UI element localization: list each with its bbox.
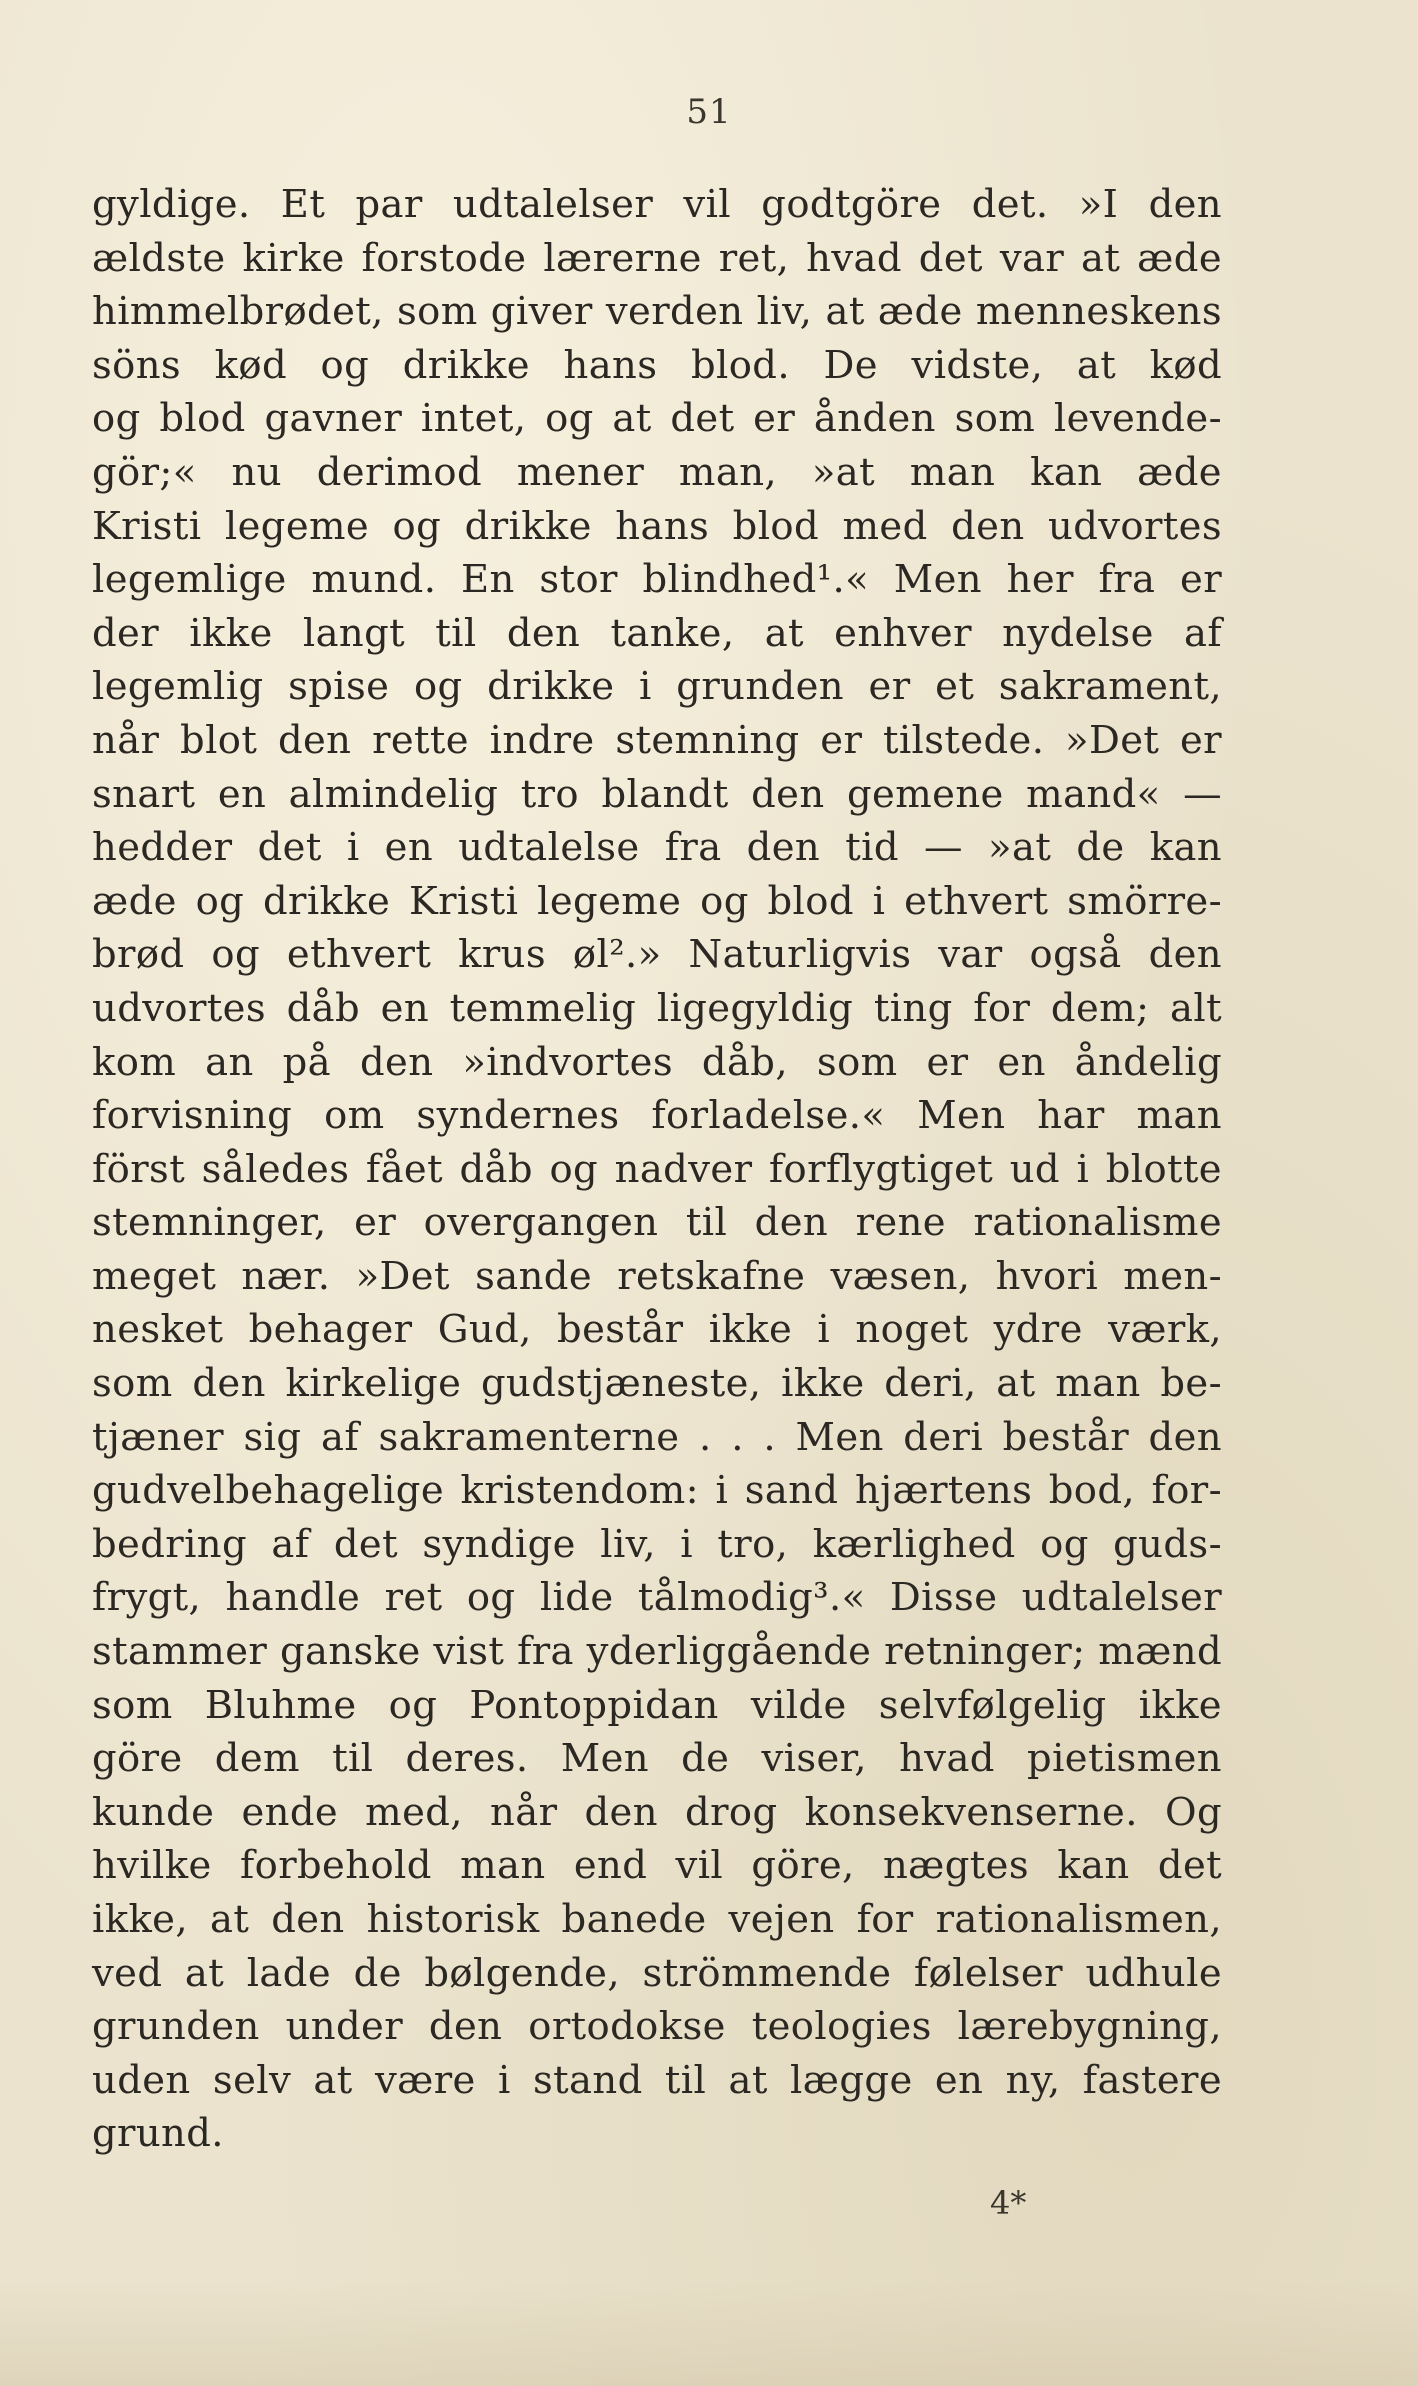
text-line: æde og drikke Kristi legeme og blod i ethvert smörre-: [92, 878, 1222, 924]
text-line: nesket behager Gud, består ikke i noget ydre værk,: [92, 1307, 1222, 1353]
text-line: gyldige. Et par udtalelser vil godtgöre det. »I den: [92, 182, 1222, 227]
text-line: grunden under den ortodokse teologies lærebygning,: [92, 2004, 1222, 2050]
text-line: först således fået dåb og nadver forflygtiget ud i blotte: [92, 1146, 1222, 1192]
text-line: göre dem til deres. Men de viser, hvad pietismen: [92, 1736, 1222, 1782]
text-line: legemlig spise og drikke i grunden er et sakrament,: [92, 664, 1222, 710]
text-line: bedring af det syndige liv, i tro, kærlighed og guds-: [92, 1521, 1222, 1567]
text-line: ikke, at den historisk banede vejen for rationalismen,: [92, 1897, 1222, 1942]
text-line: uden selv at være i stand til at lægge en ny, fastere: [92, 2057, 1222, 2103]
text-line: stemninger, er overgangen til den rene rationalisme: [92, 1200, 1222, 1246]
page-number: 51: [686, 92, 732, 132]
text-line: udvortes dåb en temmelig ligegyldig ting for dem; alt: [92, 985, 1222, 1031]
text-line: tjæner sig af sakramenterne . . . Men deri består den: [92, 1414, 1222, 1460]
text-line: forvisning om syndernes forladelse.« Men har man: [92, 1093, 1222, 1139]
text-line: legemlige mund. En stor blindhed¹.« Men her fra er: [92, 557, 1222, 603]
text-line: hvilke forbehold man end vil göre, nægtes kan det: [92, 1843, 1222, 1889]
text-line: hedder det i en udtalelse fra den tid — »at de kan: [92, 825, 1222, 871]
text-line: söns kød og drikke hans blod. De vidste, at kød: [92, 342, 1222, 388]
text-line: ældste kirke forstode lærerne ret, hvad det var at æde: [92, 235, 1222, 281]
text-line: stammer ganske vist fra yderliggående retninger; mænd: [92, 1629, 1222, 1675]
text-line: gör;« nu derimod mener man, »at man kan æde: [92, 449, 1222, 495]
text-line: himmelbrødet, som giver verden liv, at æde menneskens: [92, 289, 1222, 335]
text-line: frygt, handle ret og lide tålmodig³.« Disse udtalelser: [92, 1575, 1222, 1621]
text-line: meget nær. »Det sande retskafne væsen, hvori men-: [92, 1253, 1222, 1299]
text-line: gudvelbehagelige kristendom: i sand hjærtens bod, for-: [92, 1468, 1222, 1514]
text-line: kom an på den »indvortes dåb, som er en åndelig: [92, 1039, 1222, 1085]
paper-edge-shading: [0, 2280, 1418, 2386]
text-line-final: grund.: [92, 2111, 224, 2157]
signature-mark: 4*: [990, 2184, 1027, 2222]
text-line: som Bluhme og Pontoppidan vilde selvfølgelig ikke: [92, 1682, 1222, 1728]
text-line: snart en almindelig tro blandt den gemene mand« —: [92, 771, 1222, 817]
text-line: når blot den rette indre stemning er tilstede. »Det er: [92, 717, 1222, 763]
text-line: brød og ethvert krus øl².» Naturligvis var også den: [92, 932, 1222, 978]
text-line: og blod gavner intet, og at det er ånden som levende-: [92, 396, 1222, 442]
text-line: som den kirkelige gudstjæneste, ikke deri, at man be-: [92, 1361, 1222, 1407]
text-line: der ikke langt til den tanke, at enhver nydelse af: [92, 610, 1222, 656]
text-line: Kristi legeme og drikke hans blod med den udvortes: [92, 503, 1222, 549]
text-line: kunde ende med, når den drog konsekvenserne. Og: [92, 1789, 1222, 1835]
text-line: ved at lade de bølgende, strömmende følelser udhule: [92, 1950, 1222, 1996]
body-text: [92, 178, 1222, 2161]
